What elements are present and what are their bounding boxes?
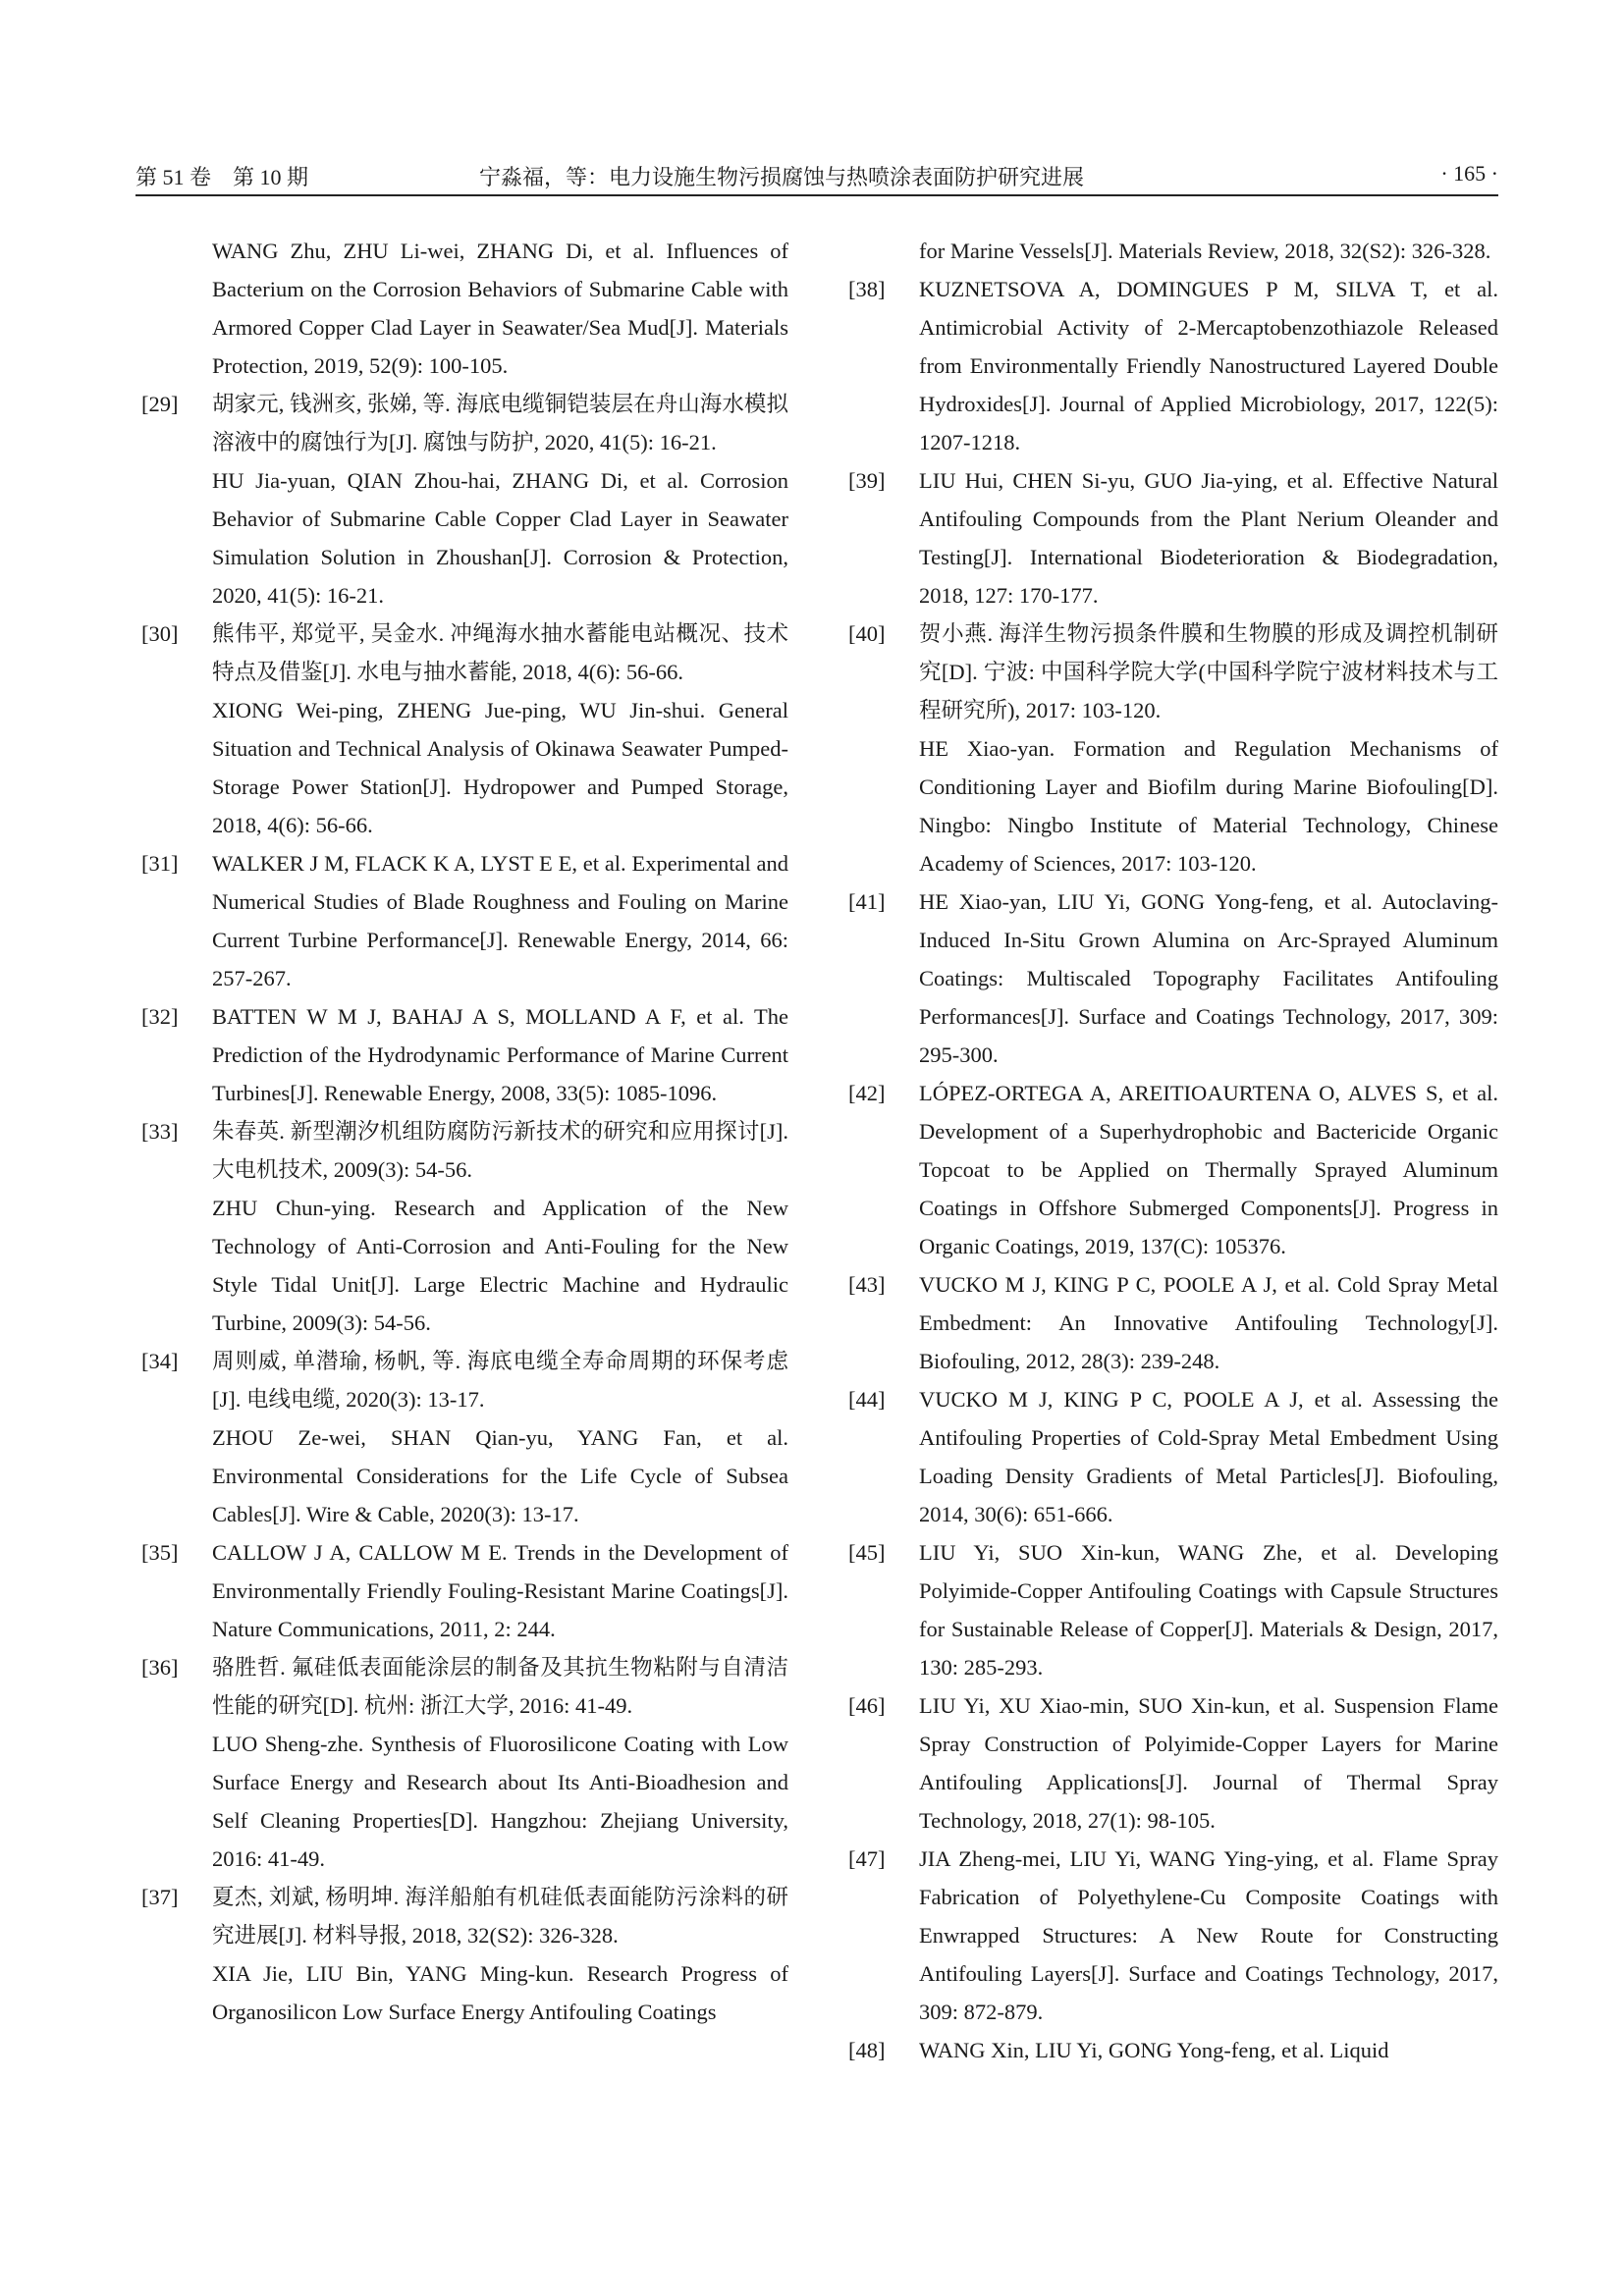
reference-entry [135, 1533, 788, 1648]
reference-number: [29] [141, 392, 179, 416]
reference-column-right [842, 232, 1498, 2069]
reference-number: [45] [848, 1540, 886, 1565]
journal-volume-issue: 第 51 卷 第 10 期 [135, 165, 309, 189]
running-header [135, 159, 1498, 196]
reference-text: XIONG Wei-ping, ZHENG Jue-ping, WU Jin-shui. General Situation and Technical Analysis of Okinawa Seawater Pumped-Storage Power Station[J]. Hydropower and Pumped Storage, 2018, 4(6): 56-66. [212, 698, 788, 837]
reference-text: XIA Jie, LIU Bin, YANG Ming-kun. Research Progress of Organosilicon Low Surface Energy Antifouling Coatings [212, 1961, 788, 2024]
reference-entry [842, 1265, 1498, 1380]
reference-number: [44] [848, 1387, 886, 1412]
reference-text: ZHOU Ze-wei, SHAN Qian-yu, YANG Fan, et al. Environmental Considerations for the Life Cycle of Subsea Cables[J]. Wire & Cable, 2020(3): 13-17. [212, 1425, 788, 1526]
reference-column-left [135, 232, 788, 2031]
reference-text: WALKER J M, FLACK K A, LYST E E, et al. Experimental and Numerical Studies of Blade Roughness and Fouling on Marine Current Turbine Performance[J]. Renewable Energy, 2014, 66: 257-267. [212, 851, 788, 990]
reference-number: [39] [848, 468, 886, 493]
reference-entry [135, 844, 788, 997]
reference-entry [135, 1342, 788, 1533]
reference-text: HE Xiao-yan, LIU Yi, GONG Yong-feng, et al. Autoclaving-Induced In-Situ Grown Alumina on Arc-Sprayed Aluminum Coatings: Multiscaled Topography Facilitates Antifouling Performances[J]. Surface and Coatings Technology, 2017, 309: 295-300. [919, 889, 1498, 1067]
reference-number: [30] [141, 621, 179, 646]
reference-text: WANG Zhu, ZHU Li-wei, ZHANG Di, et al. Influences of Bacterium on the Corrosion Behaviors of Submarine Cable with Armored Copper Clad Layer in Seawater/Sea Mud[J]. Materials Protection, 2019, 52(9): 100-105. [212, 239, 788, 378]
reference-text: LUO Sheng-zhe. Synthesis of Fluorosilicone Coating with Low Surface Energy and Research about Its Anti-Bioadhesion and Self Cleaning Properties[D]. Hangzhou: Zhejiang University, 2016: 41-49. [212, 1732, 788, 1871]
reference-entry [842, 2031, 1498, 2069]
reference-entry [135, 232, 788, 385]
reference-entry [842, 232, 1498, 270]
reference-text: 熊伟平, 郑觉平, 吴金水. 冲绳海水抽水蓄能电站概况、技术特点及借鉴[J]. 水电与抽水蓄能, 2018, 4(6): 56-66. [212, 621, 788, 684]
article-running-title: 宁淼福，等：电力设施生物污损腐蚀与热喷涂表面防护研究进展 [479, 165, 1085, 189]
reference-number: [46] [848, 1693, 886, 1718]
reference-text: for Marine Vessels[J]. Materials Review, 2018, 32(S2): 326-328. [919, 239, 1491, 263]
reference-text: 周则威, 单潜瑜, 杨帆, 等. 海底电缆全寿命周期的环保考虑[J]. 电线电缆, 2020(3): 13-17. [212, 1349, 788, 1412]
reference-text: JIA Zheng-mei, LIU Yi, WANG Ying-ying, et al. Flame Spray Fabrication of Polyethylene-Cu Composite Coatings with Enwrapped Structures: A New Route for Constructing Antifouling Layers[J]. Surface and Coatings Technology, 2017, 309: 872-879. [919, 1846, 1498, 2024]
reference-entry [842, 1840, 1498, 2031]
reference-entry [842, 614, 1498, 882]
reference-text: BATTEN W M J, BAHAJ A S, MOLLAND A F, et al. The Prediction of the Hydrodynamic Performance of Marine Current Turbines[J]. Renewable Energy, 2008, 33(5): 1085-1096. [212, 1004, 788, 1105]
reference-entry [135, 1112, 788, 1342]
reference-text: VUCKO M J, KING P C, POOLE A J, et al. Cold Spray Metal Embedment: An Innovative Antifouling Technology[J]. Biofouling, 2012, 28(3): 239-248. [919, 1272, 1498, 1373]
reference-entry [135, 1648, 788, 1878]
reference-number: [36] [141, 1655, 179, 1680]
reference-number: [32] [141, 1004, 179, 1029]
reference-text: LIU Yi, XU Xiao-min, SUO Xin-kun, et al. Suspension Flame Spray Construction of Polyimide-Copper Layers for Marine Antifouling Applications[J]. Journal of Thermal Spray Technology, 2018, 27(1): 98-105. [919, 1693, 1498, 1833]
reference-number: [33] [141, 1119, 179, 1144]
reference-entry [842, 461, 1498, 614]
reference-entry [842, 1533, 1498, 1686]
reference-number: [42] [848, 1081, 886, 1105]
reference-entry [135, 385, 788, 614]
reference-number: [48] [848, 2038, 886, 2062]
reference-entry [842, 1380, 1498, 1533]
reference-number: [40] [848, 621, 886, 646]
reference-number: [35] [141, 1540, 179, 1565]
reference-text: HE Xiao-yan. Formation and Regulation Mechanisms of Conditioning Layer and Biofilm during Marine Biofouling[D]. Ningbo: Ningbo Institute of Material Technology, Chinese Academy of Sciences, 2017: 103-120. [919, 736, 1498, 876]
reference-entry [135, 614, 788, 844]
reference-entry [842, 1686, 1498, 1840]
reference-text: LIU Hui, CHEN Si-yu, GUO Jia-ying, et al. Effective Natural Antifouling Compounds from the Plant Nerium Oleander and Testing[J]. International Biodeterioration & Biodegradation, 2018, 127: 170-177. [919, 468, 1498, 608]
reference-entry [842, 1074, 1498, 1265]
reference-number: [43] [848, 1272, 886, 1297]
reference-text: LÓPEZ-ORTEGA A, AREITIOAURTENA O, ALVES S, et al. Development of a Superhydrophobic and Bactericide Organic Topcoat to be Applied on Thermally Sprayed Aluminum Coatings in Offshore Submerged Components[J]. Progress in Organic Coatings, 2019, 137(C): 105376. [919, 1081, 1498, 1258]
reference-text: LIU Yi, SUO Xin-kun, WANG Zhe, et al. Developing Polyimide-Copper Antifouling Coatings with Capsule Structures for Sustainable Release of Copper[J]. Materials & Design, 2017, 130: 285-293. [919, 1540, 1498, 1680]
reference-entry [842, 270, 1498, 461]
reference-entry [842, 882, 1498, 1074]
reference-text: 胡家元, 钱洲亥, 张娣, 等. 海底电缆铜铠装层在舟山海水模拟溶液中的腐蚀行为[J]. 腐蚀与防护, 2020, 41(5): 16-21. [212, 392, 788, 454]
reference-text: HU Jia-yuan, QIAN Zhou-hai, ZHANG Di, et al. Corrosion Behavior of Submarine Cable Copper Clad Layer in Seawater Simulation Solution in Zhoushan[J]. Corrosion & Protection, 2020, 41(5): 16-21. [212, 468, 788, 608]
reference-text: WANG Xin, LIU Yi, GONG Yong-feng, et al. Liquid [919, 2038, 1389, 2062]
reference-text: 骆胜哲. 氟硅低表面能涂层的制备及其抗生物粘附与自清洁性能的研究[D]. 杭州: 浙江大学, 2016: 41-49. [212, 1655, 788, 1718]
reference-entry [135, 997, 788, 1112]
page-number: · 165 · [1440, 161, 1498, 186]
reference-number: [47] [848, 1846, 886, 1871]
reference-text: VUCKO M J, KING P C, POOLE A J, et al. Assessing the Antifouling Properties of Cold-Spray Metal Embedment Using Loading Density Gradients of Metal Particles[J]. Biofouling, 2014, 30(6): 651-666. [919, 1387, 1498, 1526]
reference-text: CALLOW J A, CALLOW M E. Trends in the Development of Environmentally Friendly Fouling-Resistant Marine Coatings[J]. Nature Communications, 2011, 2: 244. [212, 1540, 788, 1641]
reference-text: 朱春英. 新型潮汐机组防腐防污新技术的研究和应用探讨[J]. 大电机技术, 2009(3): 54-56. [212, 1119, 788, 1182]
reference-number: [31] [141, 851, 179, 876]
reference-number: [34] [141, 1349, 179, 1373]
reference-text: ZHU Chun-ying. Research and Application of the New Technology of Anti-Corrosion and Anti-Fouling for the New Style Tidal Unit[J]. Large Electric Machine and Hydraulic Turbine, 2009(3): 54-56. [212, 1196, 788, 1335]
reference-text: 贺小燕. 海洋生物污损条件膜和生物膜的形成及调控机制研究[D]. 宁波: 中国科学院大学(中国科学院宁波材料技术与工程研究所), 2017: 103-120. [919, 621, 1498, 722]
reference-number: [38] [848, 277, 886, 301]
reference-text: KUZNETSOVA A, DOMINGUES P M, SILVA T, et al. Antimicrobial Activity of 2-Mercaptobenzothiazole Released from Environmentally Friendly Nanostructured Layered Double Hydroxides[J]. Journal of Applied Microbiology, 2017, 122(5): 1207-1218. [919, 277, 1498, 454]
reference-text: 夏杰, 刘斌, 杨明坤. 海洋船舶有机硅低表面能防污涂料的研究进展[J]. 材料导报, 2018, 32(S2): 326-328. [212, 1885, 788, 1948]
reference-entry [135, 1878, 788, 2031]
reference-number: [37] [141, 1885, 179, 1909]
reference-number: [41] [848, 889, 886, 914]
